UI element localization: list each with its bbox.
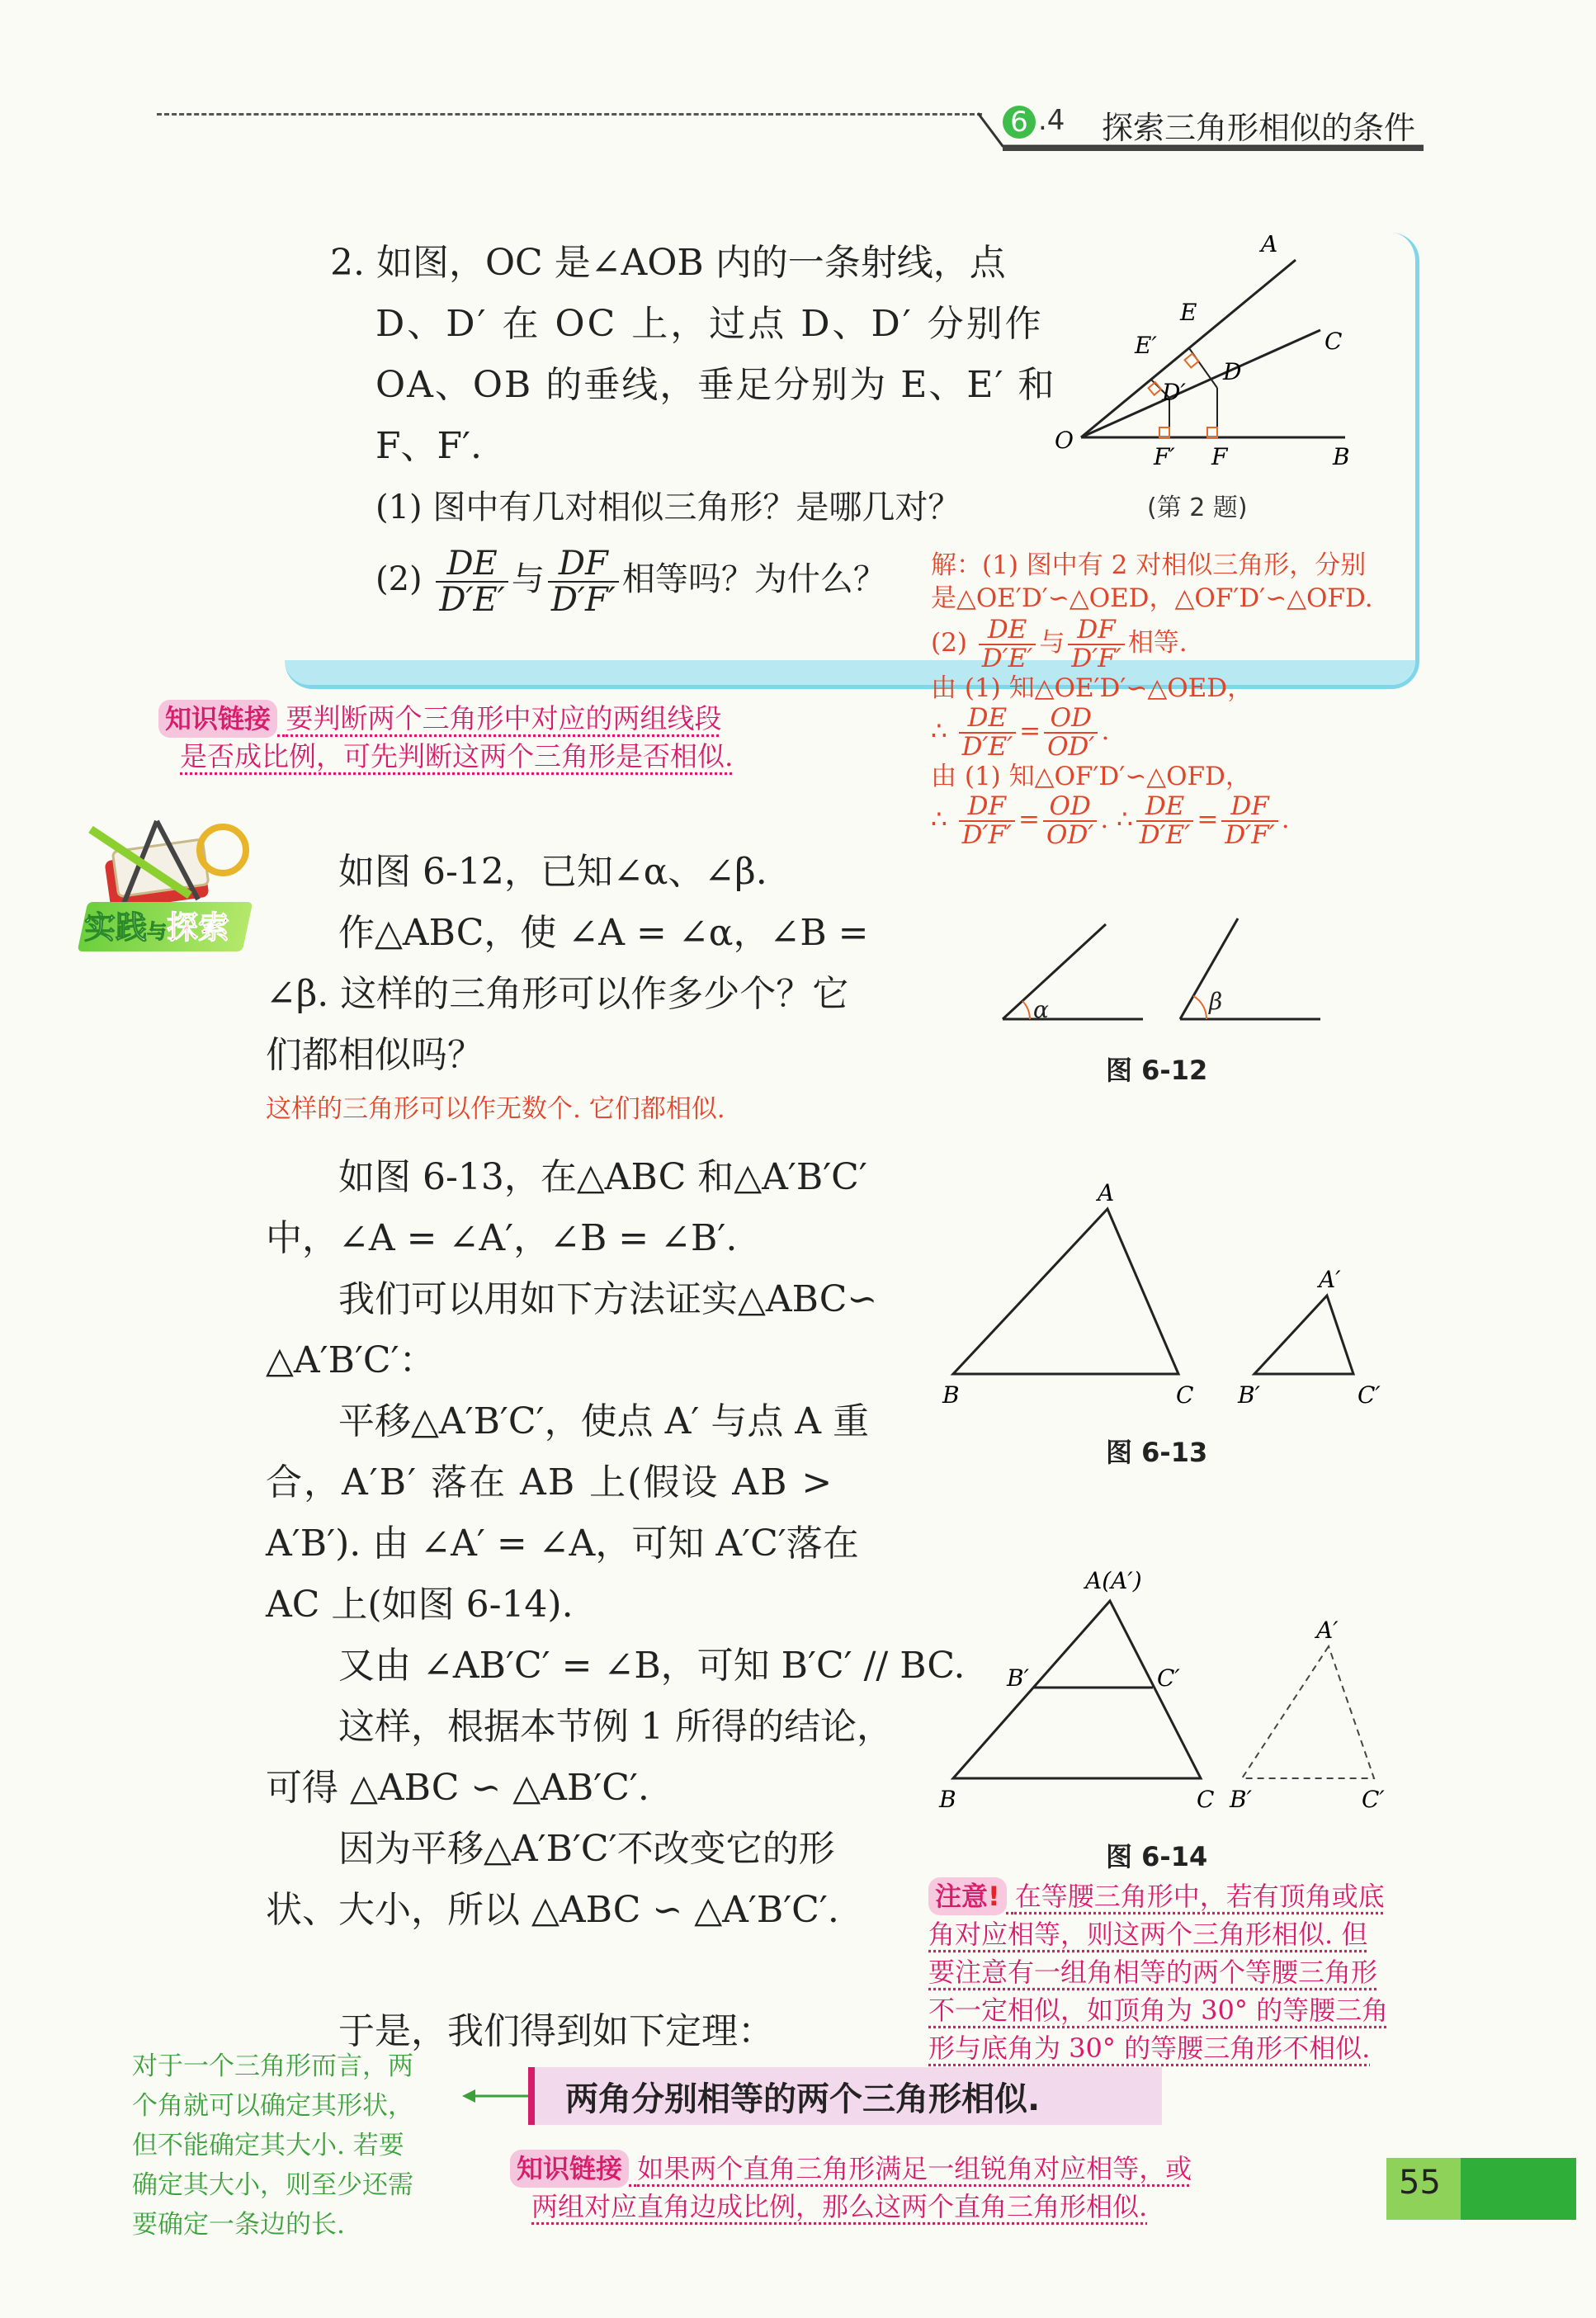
fig-label-b: B (1333, 443, 1350, 470)
fig-label-o: O (1055, 427, 1074, 454)
solution-line-7: ∴ $\frac{DF}{D'F'}$ = $\frac{OD}{OD'}$ . ∴ $\frac{DE}{D'E'}$ = $\frac{DF}{D'F'}$ . (931, 791, 1290, 850)
fig614-label-a-aprime: A(A′) (1085, 1567, 1142, 1594)
attention-tag: 注意! (928, 1877, 1007, 1915)
section-title: 探索三角形相似的条件 (1102, 110, 1416, 146)
knowledge-link-tag: 知识链接 (158, 700, 277, 738)
theorem-text: 两角分别相等的两个三角形相似. (565, 2080, 1041, 2118)
theorem-intro: 于是，我们得到如下定理： (338, 2010, 774, 2052)
figure-6-13 (924, 1172, 1403, 1419)
proof-line-13: 状、大小，所以 △ABC ∽ △A′B′C′. (266, 1889, 839, 1931)
section-number: .4 (1038, 104, 1065, 137)
solution-block (931, 549, 1373, 848)
fig-label-a: A (1261, 235, 1278, 257)
figure-6-12-caption: 图 6-12 (1106, 1055, 1208, 1086)
proof-line-3: 我们可以用如下方法证实△ABC∽ (338, 1278, 878, 1320)
fig-label-f-prime: F′ (1154, 443, 1175, 470)
fig614-label-b: B (939, 1786, 956, 1813)
alpha-label: α (1033, 996, 1049, 1023)
problem-line-3: OA、OB 的垂线，垂足分别为 E、E′ 和 (375, 364, 1056, 406)
practice-line-3: ∠β. 这样的三角形可以作多少个？它 (266, 973, 849, 1015)
attention-note: 注意! 在等腰三角形中，若有顶角或底 角对应相等，则这两个三角形相似. 但 要注意有一组角相等的两个等腰三角形 不一定相似，如顶角为 30° 的等腰三角 形与底角为 30° 的等腰三角形不相似. (928, 1877, 1506, 2067)
proof-section (266, 1147, 966, 1941)
solution-line-6: 由 (1) 知△OF′D′∽△OFD， (931, 762, 1251, 792)
problem-2-figure (1048, 235, 1362, 474)
figure-6-14-caption: 图 6-14 (1106, 1841, 1208, 1872)
fig613-label-a-prime: A′ (1319, 1266, 1341, 1293)
proof-line-8: AC 上(如图 6-14). (266, 1584, 574, 1626)
fig614-label-c-prime-2: C′ (1362, 1786, 1385, 1813)
solution-line-5: ∴ $\frac{DE}{D'E'}$ = $\frac{OD}{OD'}$ . (931, 703, 1110, 762)
fig614-label-b-prime-2: B′ (1230, 1786, 1252, 1813)
practice-line-1: 如图 6-12，已知∠α、∠β. (338, 851, 767, 893)
fig613-label-a: A (1098, 1179, 1115, 1206)
practice-logo: 实践与探索 (74, 805, 256, 961)
problem-line-4: F、F′. (375, 425, 483, 467)
knowledge-link-1: 知识链接 要判断两个三角形中对应的两组线段 是否成比例，可先判断这两个三角形是否相似. (158, 700, 901, 776)
knowledge-link-2-tag: 知识链接 (510, 2150, 629, 2188)
practice-section (266, 842, 926, 1086)
proof-line-2: 中，∠A = ∠A′，∠B = ∠B′. (266, 1217, 738, 1259)
problem-2-caption: (第 2 题) (1147, 493, 1248, 522)
fig-label-e-prime: E′ (1135, 332, 1157, 359)
header-chapter-badge (1003, 106, 1036, 139)
fig-label-d-prime: D′ (1162, 379, 1186, 406)
page-number: 55 (1399, 2164, 1441, 2202)
solution-line-4: 由 (1) 知△OE′D′∽△OED， (931, 673, 1254, 704)
figure-6-13-caption: 图 6-13 (1106, 1437, 1208, 1468)
figure-6-14 (916, 1556, 1411, 1828)
fig614-label-c-prime: C′ (1157, 1664, 1180, 1692)
knowledge-link-2: 知识链接 如果两个直角三角形满足一组锐角对应相等，或 两组对应直角边成比例，那么这两个直角三角形相似. (510, 2150, 1376, 2226)
fig613-label-c: C (1176, 1381, 1194, 1409)
fig613-label-b: B (942, 1381, 960, 1409)
fig614-label-a-prime-2: A′ (1316, 1617, 1339, 1644)
proof-line-10: 这样，根据本节例 1 所得的结论， (338, 1706, 893, 1748)
fig614-label-b-prime: B′ (1007, 1664, 1029, 1692)
problem-line-2: D、D′ 在 OC 上，过点 D、D′ 分别作 (375, 303, 1044, 345)
fig613-label-c-prime: C′ (1358, 1381, 1381, 1409)
beta-label: β (1209, 988, 1223, 1015)
fig-label-c: C (1324, 328, 1343, 355)
fraction-de: $\frac{DE}{D'E'}$ (436, 546, 508, 617)
practice-line-2: 作△ABC，使 ∠A = ∠α，∠B = (338, 912, 869, 954)
solution-line-2: 是△OE′D′∽△OED，△OF′D′∽△OFD. (931, 583, 1373, 613)
solution-line-1: 解：(1) 图中有 2 对相似三角形，分别 (931, 550, 1367, 580)
proof-line-4: △A′B′C′： (266, 1339, 436, 1381)
fraction-df: $\frac{DF}{D'F'}$ (548, 546, 619, 617)
fig613-label-b-prime: B′ (1238, 1381, 1260, 1409)
solution-line-3: (2) $\frac{DE}{D'E'}$ 与 $\frac{DF}{D'F'}$ 相等. (931, 615, 1188, 673)
practice-answer: 这样的三角形可以作无数个. 它们都相似. (266, 1094, 725, 1124)
proof-line-12: 因为平移△A′B′C′不改变它的形 (338, 1828, 835, 1870)
proof-line-6: 合，A′B′ 落在 AB 上(假设 AB > (266, 1461, 834, 1504)
fig614-label-c: C (1197, 1786, 1215, 1813)
figure-6-12 (990, 912, 1337, 1036)
side-note: 对于一个三角形而言，两 个角就可以确定其形状， 但不能确定其大小. 若要 确定其大小，则至少还需 要确定一条边的长. (132, 2051, 413, 2240)
fig-label-f: F (1211, 443, 1228, 470)
header-rule (157, 113, 982, 116)
chapter-number: 6 (1010, 106, 1028, 139)
problem-line-1: 2. 如图，OC 是∠AOB 内的一条射线，点 (330, 242, 1006, 284)
practice-line-4: 们都相似吗？ (266, 1034, 484, 1076)
proof-line-9: 又由 ∠AB′C′ = ∠B，可知 B′C′ // BC. (338, 1645, 966, 1687)
problem-question-2: (2) $\frac{DE}{D'E'}$ 与 $\frac{DF}{D'F'}$ 相等吗？为什么？ (375, 545, 886, 619)
fig-label-d: D (1223, 358, 1242, 385)
fig-label-e: E (1180, 299, 1197, 326)
proof-line-1: 如图 6-13，在△ABC 和△A′B′C′ (338, 1156, 867, 1198)
proof-line-11: 可得 △ABC ∽ △AB′C′. (266, 1767, 649, 1809)
problem-question-1: (1) 图中有几对相似三角形？是哪几对？ (375, 489, 961, 526)
proof-line-7: A′B′). 由 ∠A′ = ∠A，可知 A′C′落在 (266, 1523, 859, 1565)
proof-line-5: 平移△A′B′C′，使点 A′ 与点 A 重 (338, 1400, 870, 1442)
